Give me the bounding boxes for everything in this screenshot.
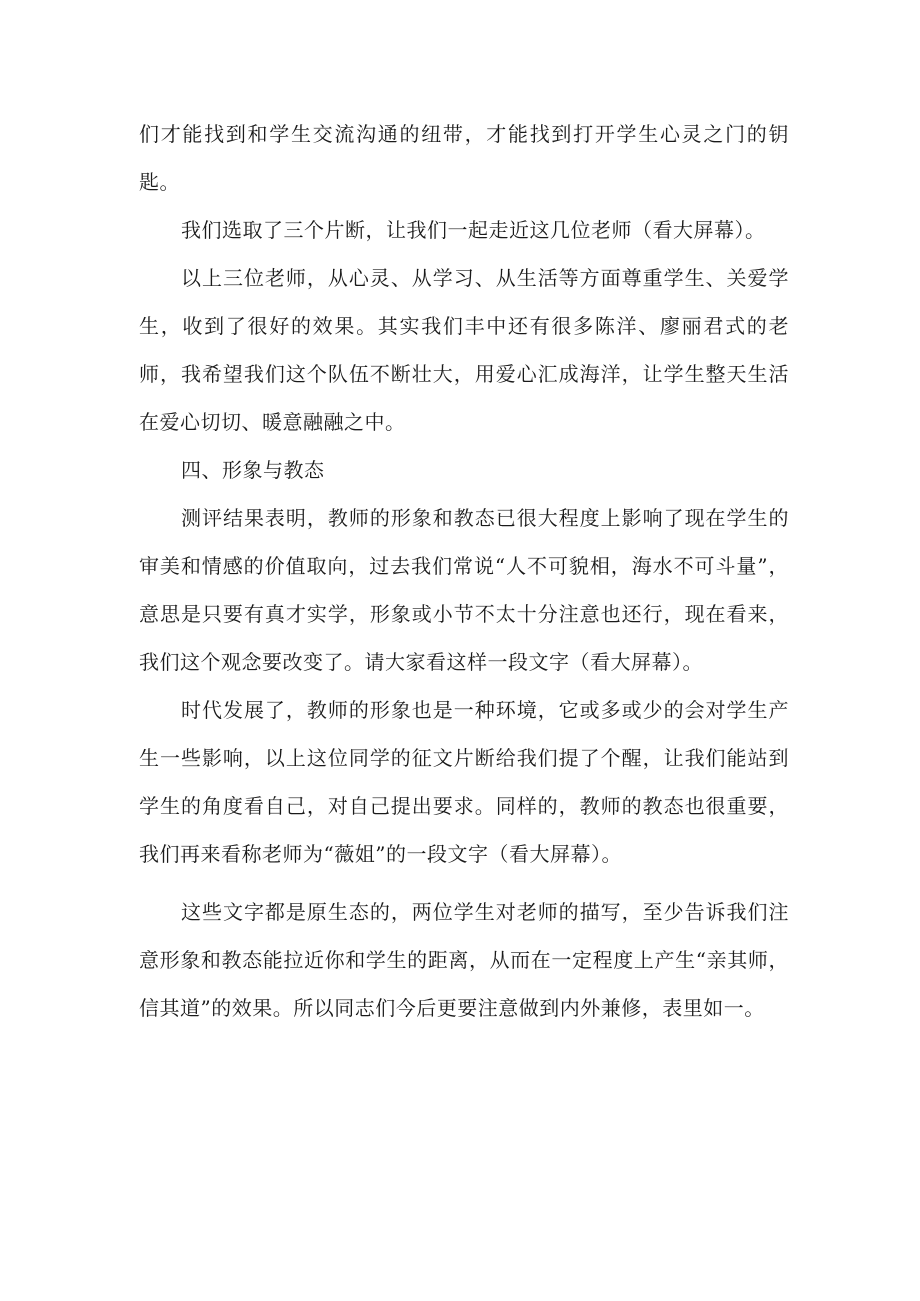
document-body: [139, 110, 789, 1032]
paragraph-continuation: 们才能找到和学生交流沟通的纽带，才能找到打开学生心灵之门的钥匙。: [139, 122, 789, 194]
paragraph-original-texts: 这些文字都是原生态的，两位学生对老师的描写，至少告诉我们注意形象和教态能拉近你和学生的距离，从而在一定程度上产生“亲其师，信其道”的效果。所以同志们今后更要注意做到内外兼修，表里如一。: [139, 900, 789, 1020]
paragraph-three-teachers: 以上三位老师，从心灵、从学习、从生活等方面尊重学生、关爱学生，收到了很好的效果。其实我们丰中还有很多陈洋、廖丽君式的老师，我希望我们这个队伍不断壮大，用爱心汇成海洋，让学生整天生活在爱心切切、暖意融融之中。: [139, 266, 789, 434]
paragraph-times-developed: 时代发展了，教师的形象也是一种环境，它或多或少的会对学生产生一些影响，以上这位同学的征文片断给我们提了个醒，让我们能站到学生的角度看自己，对自己提出要求。同样的，教师的教态也很重要，我们再来看称老师为“薇姐”的一段文字（看大屏幕）。: [139, 698, 789, 866]
section-heading-image-and-manner: 四、形象与教态: [181, 458, 325, 482]
paragraph-selected-fragments: 我们选取了三个片断，让我们一起走近这几位老师（看大屏幕）。: [181, 218, 766, 242]
paragraph-evaluation-results: 测评结果表明，教师的形象和教态已很大程度上影响了现在学生的审美和情感的价值取向，过去我们常说“人不可貌相，海水不可斗量”，意思是只要有真才实学，形象或小节不太十分注意也还行，现在看来，我们这个观念要改变了。请大家看这样一段文字（看大屏幕）。: [139, 506, 789, 674]
